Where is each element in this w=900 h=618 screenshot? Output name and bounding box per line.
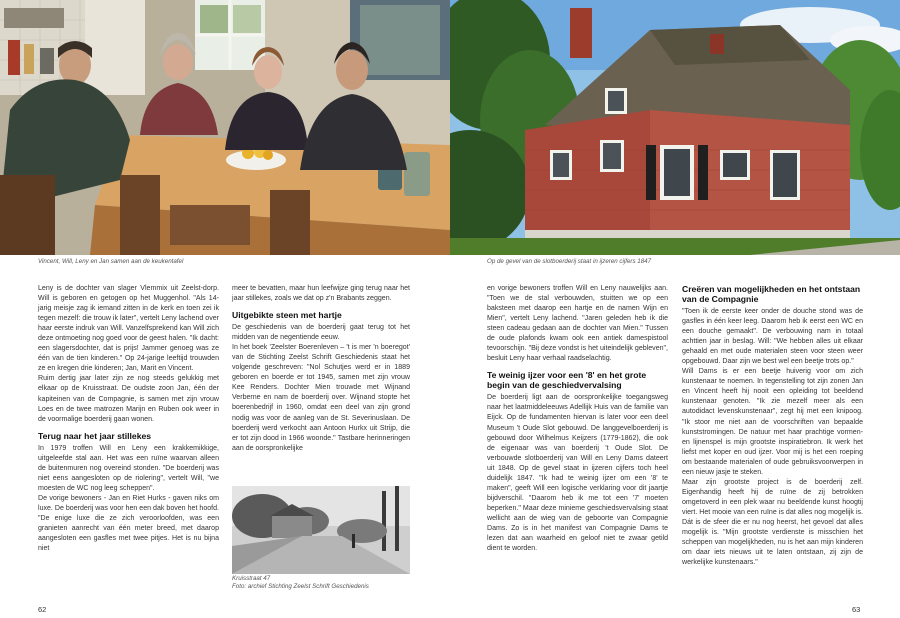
paragraph: In 1979 troffen Will en Leny een krakkemikkige, uitgeleefde stal aan. Het was een ruïne waarvan alleen de buitenmuren nog overeind stonden. "De boerderij was niet eens aangesloten op de riolering", vertelt Will, "we moesten de WC nog leeg scheppen". — [38, 444, 219, 492]
farmhouse-photo — [450, 0, 900, 255]
paragraph: en vorige bewoners troffen Will en Leny nauwelijks aan. "Toen we de stal verbouwden, stuitten we op een baksteen met daarop een hartje en de namen Wijn en Mien", vertelt Leny lachend. "Jaren geleden heb ik die steen cadeau gedaan aan de dochter van Mien." Tussen de oude plafonds kwam ook een antiek damespistool tevoorschijn. "Bij deze vondst is het uiteindelijk gebleven", besluit Leny haar verhaal raadselachtig. — [487, 285, 668, 363]
inset-caption-title: Kruisstraat 47 — [232, 575, 271, 582]
paragraph: meer te bevatten, maar hun leefwijze ging terug naar het jaar stillekes, zoals we dat op z'n Brabants zeggen. — [232, 285, 410, 303]
left-photo-caption: Vincent, Will, Leny en Jan samen aan de keukentafel — [38, 258, 184, 265]
paragraph: Ruim dertig jaar later zijn ze nog steeds gelukkig met elkaar op de Kruisstraat. De oudste zoon Jan, één der kapiteinen van de Compagnie, is samen met zijn vrouw Loes en de twee matrozen Marijn en Ruben ook weer in de voormalige boerderij gaan wonen. — [38, 375, 219, 423]
text-column-3 — [487, 284, 668, 554]
text-column-1 — [38, 284, 219, 554]
paragraph: Maar zijn grootste project is de boerderij zelf. Eigenhandig heeft hij de ruïne de zij betrokken omgetoverd in een plek waar nu beeldende kunst hoogtij viert. Het mooie van een ruïne is dat alles nog mogelijk is. Dát is de sfeer die er nu nog heerst, het gevoel dat alles mogelijk is. "Mijn grootste verdienste is misschien het scheppen van mogelijkheden, nu is het aan mijn kinderen om daar iets nieuws uit te laten ontstaan, zij zijn de werkelijke kunstenaars." — [682, 478, 863, 567]
paragraph: De geschiedenis van de boerderij gaat terug tot het midden van de negentiende eeuw. — [232, 324, 410, 342]
inset-photo-caption — [232, 575, 369, 591]
page-number-left: 62 — [38, 605, 47, 614]
text-column-2 — [232, 284, 410, 454]
paragraph: Leny is de dochter van slager Vlemmix uit Zeelst-dorp. Will is geboren en getogen op het Muggenhol. "Als 14-jarig meisje zag ik iemand zitten in de kerk en toen zei ik tegen mezelf: die trouw ik later", vertelt Leny lachend over haar eerste indruk van Will. Vanzelfsprekend kan Will zich deze ontmoeting nog goed voor de geest halen. "Ik dacht: een slagersdochter, dat is prijs! Jammer genoeg was ze één van de tien kinderen." Op 24-jarige leeftijd trouwden ze en kregen drie kinderen; Jan, Marit en Vincent. — [38, 285, 219, 373]
historic-street-photo — [232, 486, 410, 574]
paragraph: De boerderij ligt aan de oorspronkelijke toegangsweg naar het laatmiddeleeuws Adellijk Huis van de familie van Eijck. Op de fundamenten hiervan is later voor een deel Museum 't Oude Slot gebouwd. De langgevelboerderij is gebouwd door Wilhelmus Keijzers (1779-1862), die ook de eigenaar was van boerderij 't Oude Slot. De verbouwde slotboerderij van Will en Leny Dams dateert uit 1848. Op de gevel staat in ijzeren cijfers toch heel duidelijk 1847. "Ik had te weinig ijzer om een '8' te maken", geeft Will een logische verklaring voor dit jaartje bijdverschil. "Daarom heb ik me tot een '7' moeten beperken." Maar deze minieme geschiedsvervalsing staat wellicht aan de wieg van de geboorte van Compagnie Dams. Zo is in het manifest van Compagnie Dams te lezen dat aan waarheid en geloof niet te zwaar getild dient te worden. — [487, 394, 668, 553]
kitchen-table-photo — [0, 0, 450, 255]
paragraph: De vorige bewoners - Jan en Riet Hurks - gaven niks om luxe. De boerderij was voor hen een dak boven het hoofd. "De enige luxe die ze zich veroorloofden, was een granieten aanrecht van één meter breed, met daarop aangesloten een gasfles met twee pitjes. Het is nu bijna niet — [38, 494, 219, 553]
paragraph: In het boek 'Zeelster Boerenleven – 't is mer 'n boeregot' van de Stichting Zeelst Schrift Geschiedenis staat het volgende geschreven: "Nol Schutjes werd er in 1889 geboren en boerde er tot 1945, samen met zijn vrouw Kee Renders. Dochter Mien trouwde met Wijnand Verberne en nam de boerderij over. Wijnand stopte het boerenbedrijf in 1960, omdat een deel van zijn grond nodig was voor de aanleg van de St. Severinuslaan. De boerderij werd verkocht aan Antoon Hurkx uit Strijp, die er tot zijn dood in 1966 woonde." Tastbare herinneringen aan de oorspronkelijke — [232, 344, 410, 452]
paragraph: Will Dams is er een beetje huiverig voor om zich kunstenaar te noemen. In tegenstelling tot zijn zonen Jan en Vincent heeft hij nooit een opleiding tot beeldend kunstenaar genoten. "Ik zie mezelf meer als een autodidact levenskunstenaar", zegt hij met een knipoog. "Ik stoor me niet aan de voorschriften van bepaalde kunststromingen. De natuur met haar prachtige vormen- en lijnenspel is mijn grootste inspiratiebron. Ik werk het liefst met koper en oud ijzer. Voor mij is het een roeping om bestaande materialen of oude gebruiksvoorwerpen in een nieuw jasje te steken. — [682, 368, 863, 476]
section-heading: Creëren van mogelijkheden en het ontstaan van de Compagnie — [682, 284, 861, 304]
right-photo-caption: Op de gevel van de slotboerderij staat in ijzeren cijfers 1847 — [487, 258, 652, 265]
inset-caption-credit: Foto: archief Stichting Zeelst Schrift Geschiedenis — [232, 583, 369, 590]
page-number-right: 63 — [852, 605, 861, 614]
section-heading: Terug naar het jaar stillekes — [38, 430, 152, 441]
section-heading: Te weinig ijzer voor een '8' en het grote begin van de geschiedvervalsing — [487, 370, 647, 391]
section-heading: Uitgebikte steen met hartje — [232, 310, 342, 321]
paragraph: "Toen ik de eerste keer onder de douche stond was de gasfles in één keer leeg. Daarom heb ik eerst een WC en een douche gemaakt". De verbouwing nam in totaal achttien jaar in beslag. Will: "We hebben alles uit elkaar gehaald en met oude materialen steen voor steen weer opgebouwd. Daar zijn we best wel een beetje trots op." — [682, 308, 863, 366]
text-column-4 — [682, 284, 863, 568]
